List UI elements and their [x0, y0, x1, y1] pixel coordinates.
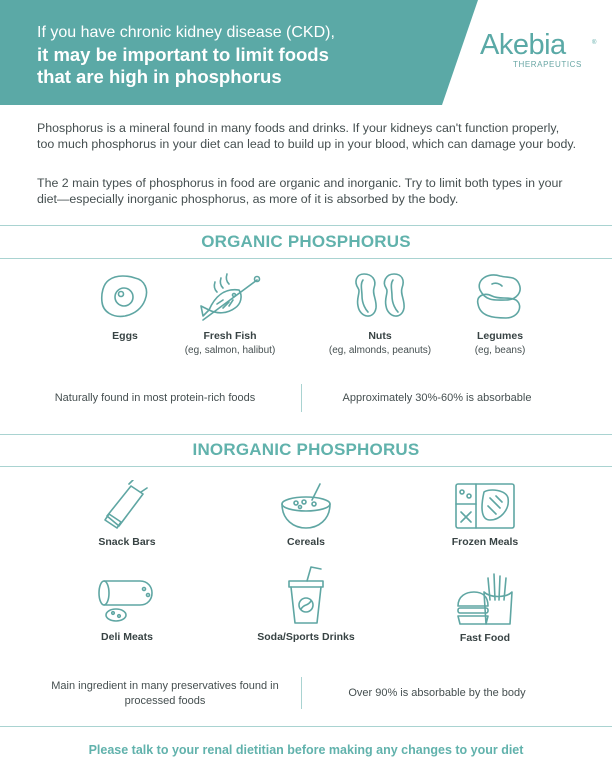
inorganic-item-frozen-meals [435, 480, 535, 548]
akebia-logo [480, 30, 595, 70]
inorganic-item-deli-meats [77, 573, 177, 643]
fish-icon [195, 270, 265, 326]
organic-item-legumes [450, 270, 550, 356]
organic-note-source: Naturally found in most protein-rich foods [54, 392, 256, 404]
organic-item-eggs [80, 270, 170, 342]
heading-line-2: it may be important to limit foods [37, 44, 329, 65]
intro-paragraph-1: Phosphorus is a mineral found in many foods and drinks. If your kidneys can't function properly, too much phosphorus in your diet can lead to build up in your blood, which can damage your body. [37, 121, 577, 151]
section-divider [0, 225, 612, 226]
item-label: Soda/Sports Drinks [257, 631, 355, 643]
frozen-meal-icon [452, 480, 518, 532]
item-label: Cereals [287, 536, 325, 548]
inorganic-section-title: INORGANIC PHOSPHORUS [192, 440, 420, 459]
inorganic-item-soda-drinks [246, 565, 366, 643]
organic-item-nuts [310, 270, 450, 356]
item-label: Deli Meats [101, 631, 153, 643]
heading-line-3: that are high in phosphorus [37, 66, 282, 87]
organic-item-fresh-fish [170, 270, 290, 356]
section-divider [0, 466, 612, 467]
logo-subtitle: THERAPEUTICS [513, 60, 582, 69]
item-label: Fast Food [459, 632, 511, 644]
section-divider [0, 726, 612, 727]
item-label: Fresh Fish [203, 330, 257, 342]
item-label: Nuts [368, 330, 392, 342]
inorganic-item-cereals [256, 480, 356, 548]
organic-section-title: ORGANIC PHOSPHORUS [201, 232, 411, 251]
deli-meat-icon [94, 573, 160, 627]
fast-food-icon [452, 568, 518, 628]
inorganic-note-source: Main ingredient in many preservatives found in processed foods [51, 680, 279, 707]
item-label: Snack Bars [98, 536, 156, 548]
snack-bar-icon [97, 480, 157, 532]
item-label: Frozen Meals [451, 536, 519, 548]
item-label: Eggs [112, 330, 138, 342]
item-subtitle: (eg, beans) [474, 345, 526, 356]
inorganic-note-absorption: Over 90% is absorbable by the body [348, 687, 526, 699]
footer-advice: Please talk to your renal dietitian before making any changes to your diet [88, 743, 524, 757]
item-subtitle: (eg, almonds, peanuts) [328, 345, 432, 356]
egg-icon [95, 270, 155, 326]
inorganic-item-snack-bars [77, 480, 177, 548]
note-divider [301, 384, 302, 412]
logo-registered-mark: ® [592, 40, 597, 46]
inorganic-item-fast-food [435, 568, 535, 644]
organic-note-absorption: Approximately 30%-60% is absorbable [342, 392, 532, 404]
section-divider [0, 434, 612, 435]
banner-heading [37, 22, 335, 88]
note-divider [301, 677, 302, 709]
cereal-bowl-icon [276, 480, 336, 532]
heading-line-1: If you have chronic kidney disease (CKD), [37, 24, 335, 41]
section-divider [0, 258, 612, 259]
logo-name: Akebia [480, 29, 566, 61]
soda-cup-icon [281, 565, 331, 627]
item-subtitle: (eg, salmon, halibut) [184, 345, 276, 356]
item-label: Legumes [476, 330, 524, 342]
header-banner [0, 0, 612, 105]
nuts-icon [350, 270, 410, 326]
legumes-icon [470, 270, 530, 326]
intro-paragraph-2: The 2 main types of phosphorus in food are organic and inorganic. Try to limit both types in your diet—especially inorganic phosphorus, as more of it is absorbed by the body. [37, 176, 563, 206]
